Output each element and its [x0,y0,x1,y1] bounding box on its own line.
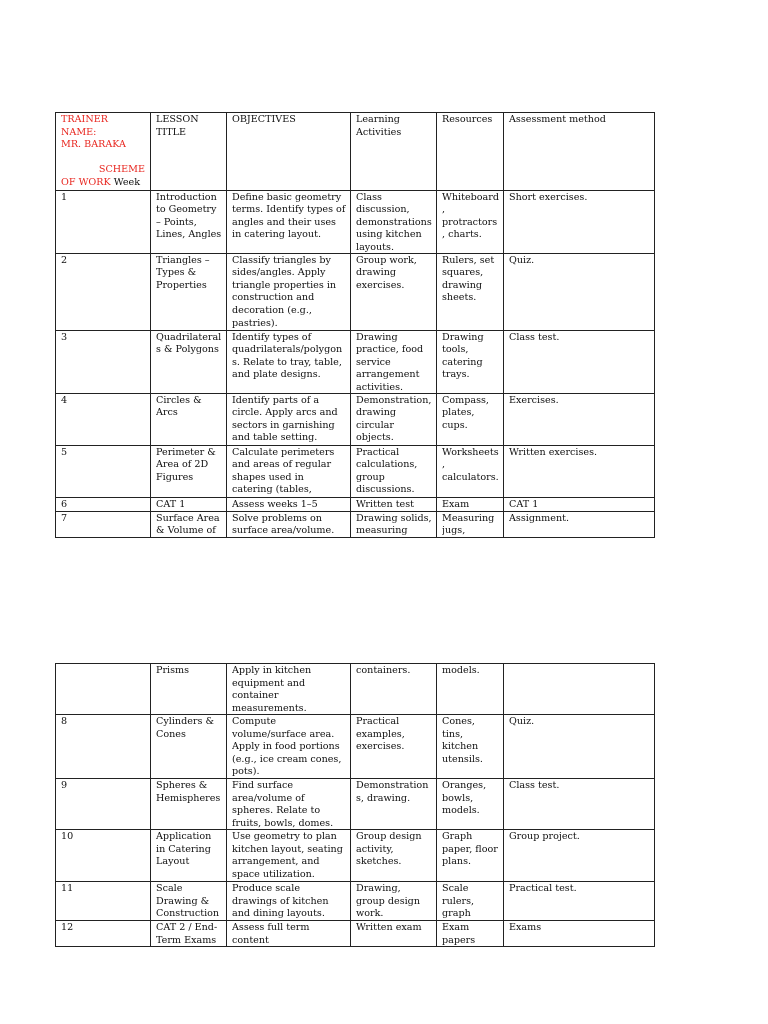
week-cell-text: 1 [61,191,68,203]
week-cell-text: 2 [61,254,68,266]
lesson-title-cell-text: Introduction to Geometry – Points, Lines, Angles [156,191,222,241]
learning-activities-cell [351,330,437,393]
assessment-method-cell [504,664,655,715]
objectives-cell [227,445,351,497]
lesson-title-cell-text: CAT 1 [156,498,186,510]
resources-cell-text: models. [442,665,480,676]
learning-activities-cell [351,882,437,921]
objectives-cell-text: Produce scale drawings of kitchen and dining layouts. [232,883,329,920]
trainer-week-header-cell [56,113,151,191]
lesson-title-cell-text: Triangles – Types & Properties [156,254,210,291]
objectives-cell [227,511,351,537]
objectives-cell [227,921,351,947]
assessment-method-cell [504,921,655,947]
week-cell-text: 4 [61,394,68,406]
learning-activities-cell [351,830,437,882]
lesson-title-cell-text: Cylinders & Cones [156,716,214,740]
table-row [56,445,655,497]
objectives-cell-text: Define basic geometry terms. Identify types of angles and their uses in catering layout. [232,191,346,241]
week-cell [56,190,151,253]
objectives-cell-text: Solve problems on surface area/volume. [232,512,335,537]
assessment-method-cell [504,882,655,921]
table-row [56,921,655,947]
resources-cell-text: Cones, tins, kitchen utensils. [442,716,483,765]
week-cell [56,330,151,393]
week-cell-text: 10 [61,831,74,842]
learning-activities-cell [351,190,437,253]
lesson-title-cell [151,664,227,715]
lesson-title-cell [151,715,227,779]
table-row [56,253,655,330]
trainer-name-label: TRAINER NAME: [61,114,108,138]
learning-activities-cell [351,921,437,947]
learning-activities-cell-text: Drawing practice, food service arrangement activities. [356,331,424,393]
assessment-method-cell-text: Short exercises. [509,191,588,203]
resources-cell [437,393,504,445]
lesson-title-cell [151,330,227,393]
learning-activities-cell-text: containers. [356,665,411,676]
resources-cell [437,882,504,921]
week-cell-text: 7 [61,512,68,524]
week-cell-text: 9 [61,780,68,791]
assessment-method-cell [504,779,655,830]
table-row [56,497,655,511]
assessment-method-cell [504,715,655,779]
lesson-title-cell [151,882,227,921]
objectives-cell [227,715,351,779]
lesson-title-cell-text: Prisms [156,665,190,676]
assessment-method-cell [504,253,655,330]
resources-cell-text: Drawing tools, catering trays. [442,331,484,381]
trainer-name: MR. BARAKA [61,139,126,151]
resources-cell [437,445,504,497]
week-cell-text: 8 [61,716,68,727]
resources-cell-text: Whiteboard, protractors, charts. [442,191,499,241]
resources-cell [437,664,504,715]
table-row [56,664,655,715]
objectives-header: OBJECTIVES [227,113,351,191]
scheme-of-work-table-page-2 [55,663,655,947]
week-cell [56,779,151,830]
assessment-method-header: Assessment method [504,113,655,191]
assessment-method-cell-text: Written exercises. [509,446,598,458]
assessment-method-cell-text: Quiz. [509,254,535,266]
week-header: Week [113,176,141,188]
learning-activities-cell [351,393,437,445]
learning-activities-cell-text: Demonstrations, drawing. [356,780,429,804]
lesson-title-cell [151,253,227,330]
resources-cell [437,330,504,393]
lesson-title-cell [151,511,227,537]
assessment-method-cell-text: Group project. [509,831,580,842]
assessment-method-cell [504,830,655,882]
resources-cell [437,190,504,253]
table-row [56,830,655,882]
learning-activities-cell [351,253,437,330]
learning-activities-cell-text: Class discussion, demonstrations using kitchen layouts. [356,191,432,253]
week-cell [56,253,151,330]
assessment-method-cell [504,330,655,393]
objectives-cell [227,882,351,921]
week-cell-text: 11 [61,883,74,894]
learning-activities-cell-text: Group work, drawing exercises. [356,254,417,291]
assessment-method-cell [504,190,655,253]
week-cell-text: 5 [61,446,68,458]
resources-cell [437,511,504,537]
resources-cell-text: Graph paper, floor plans. [442,831,498,868]
week-cell [56,715,151,779]
table-row [56,715,655,779]
table-row [56,882,655,921]
week-cell [56,830,151,882]
assessment-method-cell-text: Class test. [509,331,560,343]
lesson-title-cell-text: Circles & Arcs [156,394,202,419]
table-row [56,779,655,830]
scheme-label: SCHEME [98,164,145,176]
learning-activities-cell-text: Written test [356,498,415,510]
objectives-cell-text: Apply in kitchen equipment and container measurements. [232,665,312,714]
of-work-label: OF WORK [61,176,111,188]
lesson-title-cell-text: Application in Catering Layout [156,831,212,868]
lesson-title-cell-text: Surface Area & Volume of [156,512,220,537]
lesson-title-cell-text: Perimeter & Area of 2D Figures [156,446,216,483]
resources-cell-text: Measuring jugs, [442,512,495,537]
objectives-cell-text: Assess full term content [232,922,310,946]
objectives-cell-text: Calculate perimeters and areas of regular shapes used in catering (tables, [232,446,335,496]
resources-cell-text: Exam papers [442,922,476,946]
learning-activities-cell-text: Group design activity, sketches. [356,831,422,868]
lesson-title-cell [151,190,227,253]
table-row [56,393,655,445]
resources-cell [437,497,504,511]
resources-cell [437,779,504,830]
table-row [56,190,655,253]
assessment-method-cell-text: Exercises. [509,394,559,406]
objectives-cell [227,330,351,393]
objectives-cell [227,190,351,253]
objectives-cell [227,830,351,882]
resources-header: Resources [437,113,504,191]
resources-cell-text: Rulers, set squares, drawing sheets. [442,254,495,304]
lesson-title-cell [151,779,227,830]
week-cell [56,921,151,947]
lesson-title-cell [151,445,227,497]
learning-activities-cell [351,445,437,497]
scheme-of-work-table-page-1 [55,112,655,538]
week-cell-text: 12 [61,922,74,933]
learning-activities-cell-text: Drawing solids, measuring [356,512,432,537]
learning-activities-cell-text: Written exam [356,922,422,933]
lesson-title-cell [151,497,227,511]
resources-cell-text: Exam [442,498,470,510]
lesson-title-cell-text: Quadrilaterals & Polygons [156,331,222,356]
assessment-method-cell-text: CAT 1 [509,498,539,510]
objectives-cell-text: Classify triangles by sides/angles. Apply triangle properties in construction and decoration (e.g., pastries). [232,254,337,329]
resources-cell-text: Worksheets , calculators. [442,446,499,483]
table-row [56,330,655,393]
objectives-cell [227,253,351,330]
learning-activities-header: Learning Activities [351,113,437,191]
resources-cell-text: Scale rulers, graph [442,883,475,920]
assessment-method-cell [504,497,655,511]
lesson-title-cell-text: CAT 2 / End-Term Exams [156,922,218,946]
objectives-cell [227,393,351,445]
objectives-cell-text: Find surface area/volume of spheres. Relate to fruits, bowls, domes. [232,780,334,829]
learning-activities-cell-text: Drawing, group design work. [356,883,421,920]
table-row [56,511,655,537]
assessment-method-cell [504,445,655,497]
resources-cell [437,715,504,779]
learning-activities-cell [351,511,437,537]
resources-cell [437,830,504,882]
objectives-cell-text: Assess weeks 1–5 [232,498,318,510]
week-cell [56,393,151,445]
assessment-method-cell-text: Exams [509,922,542,933]
week-cell [56,511,151,537]
lesson-title-header: LESSON TITLE [151,113,227,191]
resources-cell-text: Oranges, bowls, models. [442,780,487,817]
learning-activities-cell-text: Demonstration, drawing circular objects. [356,394,432,444]
week-cell-text: 6 [61,498,68,510]
objectives-cell [227,664,351,715]
objectives-cell [227,497,351,511]
lesson-title-cell-text: Scale Drawing & Construction [156,883,220,920]
learning-activities-cell [351,715,437,779]
week-cell [56,664,151,715]
resources-cell [437,253,504,330]
week-cell-text: 3 [61,331,68,343]
resources-cell-text: Compass, plates, cups. [442,394,489,431]
week-cell [56,497,151,511]
learning-activities-cell [351,779,437,830]
lesson-title-cell [151,921,227,947]
learning-activities-cell-text: Practical examples, exercises. [356,716,405,753]
objectives-cell-text: Identify types of quadrilaterals/polygons. Relate to tray, table, and plate designs. [232,331,343,381]
learning-activities-cell [351,497,437,511]
objectives-cell [227,779,351,830]
learning-activities-cell [351,664,437,715]
assessment-method-cell [504,393,655,445]
lesson-title-cell-text: Spheres & Hemispheres [156,780,221,804]
week-cell [56,445,151,497]
learning-activities-cell-text: Practical calculations, group discussions. [356,446,418,496]
objectives-cell-text: Use geometry to plan kitchen layout, seating arrangement, and space utilization. [232,831,343,880]
resources-cell [437,921,504,947]
assessment-method-cell-text: Assignment. [509,512,570,524]
lesson-title-cell [151,393,227,445]
objectives-cell-text: Identify parts of a circle. Apply arcs and sectors in garnishing and table setting. [232,394,338,444]
week-cell [56,882,151,921]
assessment-method-cell-text: Class test. [509,780,560,791]
assessment-method-cell-text: Quiz. [509,716,535,727]
table-header-row [56,113,655,191]
objectives-cell-text: Compute volume/surface area. Apply in food portions (e.g., ice cream cones, pots). [232,716,342,778]
lesson-title-cell [151,830,227,882]
assessment-method-cell [504,511,655,537]
assessment-method-cell-text: Practical test. [509,883,577,894]
